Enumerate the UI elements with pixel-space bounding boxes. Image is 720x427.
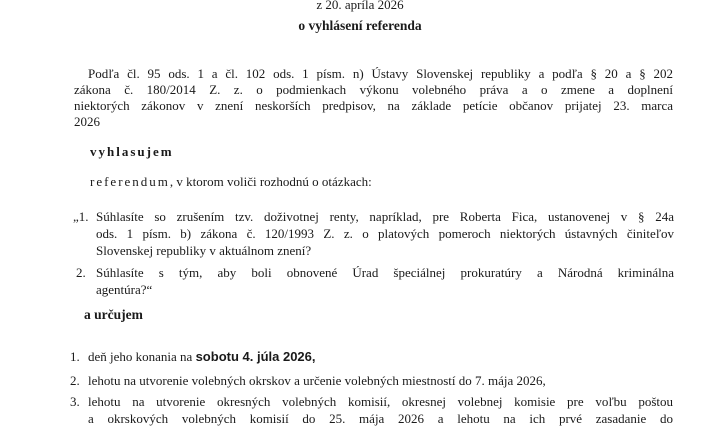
question-number: „1. [73, 209, 89, 224]
preamble-line: niektorých zákonov v znení neskorších predpisov, na základe petície občanov prijatej 23. marca [74, 98, 673, 113]
item-text-prefix: deň jeho konania na [88, 349, 196, 364]
determine-heading: a určujem [84, 307, 143, 322]
item-text [88, 349, 673, 365]
declare-heading: vyhlasujem [90, 144, 174, 159]
preamble-line: 2026 [74, 114, 100, 129]
item-text-line: lehotu na utvorenie okresných volebných komisií, okresnej volebnej komisie pre voľbu poštou [88, 394, 673, 409]
question-number: 2. [76, 265, 86, 280]
preamble-line: Podľa čl. 95 ods. 1 a čl. 102 ods. 1 písm. n) Ústavy Slovenskej republiky a podľa § 20 a § 202 [88, 66, 673, 81]
referendum-intro-rest: , v ktorom voliči rozhodnú o otázkach: [169, 174, 372, 189]
question-line: Súhlasíte s tým, aby boli obnovené Úrad špeciálnej prokuratúry a Národná kriminálna [96, 265, 674, 280]
document-subject: o vyhlásení referenda [298, 18, 422, 33]
item-number: 3. [70, 394, 80, 409]
item-text: lehotu na utvorenie volebných okrskov a určenie volebných miestností do 7. mája 2026, [88, 373, 546, 388]
question-line: Súhlasíte so zrušením tzv. doživotnej renty, napríklad, pre Roberta Fica, ustanovenej v § 24a [96, 209, 674, 224]
referendum-word: referendum [90, 174, 170, 189]
question-line: agentúra?“ [96, 282, 153, 297]
preamble-line: zákona č. 180/2014 Z. z. o podmienkach výkonu volebného práva a o zmene a doplnení [74, 82, 673, 97]
item-number: 2. [70, 373, 80, 388]
referendum-intro [90, 174, 372, 190]
question-line: ods. 1 písm. b) zákona č. 120/1993 Z. z. o platových pomeroch niektorých ústavných činiteľov [96, 226, 674, 241]
item-number: 1. [70, 349, 80, 364]
referendum-date: sobotu 4. júla 2026, [195, 349, 316, 364]
document-date: z 20. apríla 2026 [316, 0, 404, 12]
question-line: Slovenskej republiky v aktuálnom znení? [96, 243, 312, 258]
item-text-line: a okrskových volebných komisií do 25. mája 2026 a lehotu na ich prvé zasadanie do [88, 411, 673, 426]
